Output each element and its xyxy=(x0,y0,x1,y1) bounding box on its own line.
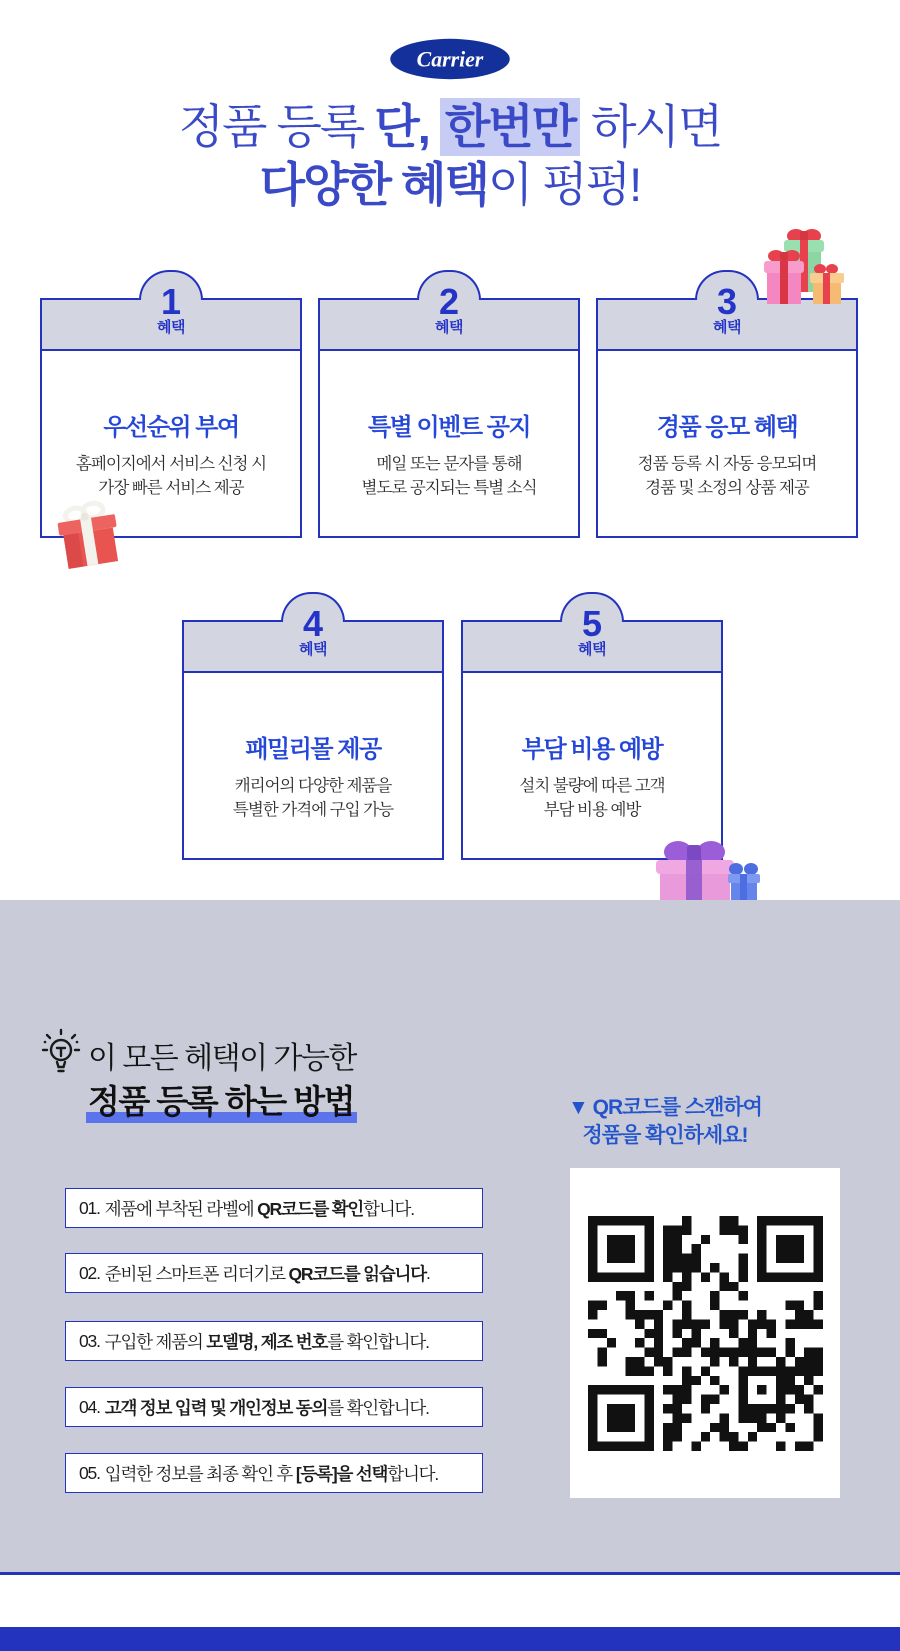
headline-normal3: 이 펑펑! xyxy=(487,158,641,211)
benefit-card-3 xyxy=(596,281,858,538)
benefit-desc: 설치 불량에 따른 고객 부담 비용 예방 xyxy=(519,777,665,819)
step-item-4: 04. 고객 정보 입력 및 개인정보 동의 를 확인합니다. xyxy=(65,1387,483,1427)
benefit-title: 우선순위 부여 xyxy=(103,414,239,441)
qr-caption-line2: 정품을 확인하세요! xyxy=(582,1124,748,1147)
benefit-number: 4 xyxy=(302,603,324,644)
method-title: 정품 등록 하는 방법 xyxy=(86,1076,357,1123)
benefit-number: 5 xyxy=(581,603,603,644)
benefit-tag: 혜택 xyxy=(713,319,741,336)
benefit-card-1-header xyxy=(42,281,300,351)
step-item-2: 02. 준비된 스마트폰 리더기로 QR코드를 읽습니다 . xyxy=(65,1253,483,1293)
benefit-card-4 xyxy=(182,603,444,860)
benefit-tag: 혜택 xyxy=(157,319,185,336)
benefit-desc: 홈페이지에서 서비스 신청 시 가장 빠른 서비스 제공 xyxy=(75,455,267,497)
step-item-5: 05. 입력한 정보를 최종 확인 후 [등록]을 선택 합니다. xyxy=(65,1453,483,1493)
qr-caption-line1: ▼ QR코드를 스캔하여 xyxy=(568,1096,762,1119)
headline-line2 xyxy=(0,156,900,214)
qr-code-pattern xyxy=(588,1216,823,1451)
benefit-title: 패밀리몰 제공 xyxy=(245,736,381,763)
benefit-card-2 xyxy=(318,281,580,538)
qr-caption xyxy=(540,1094,790,1150)
benefit-card-4-header xyxy=(184,603,442,673)
benefit-title: 특별 이벤트 공지 xyxy=(367,414,531,441)
gift-boxes-icon-purple xyxy=(648,800,760,900)
benefit-tag: 혜택 xyxy=(299,641,327,658)
carrier-logo-text: Carrier xyxy=(416,47,484,72)
benefit-desc: 정품 등록 시 자동 응모되며 경품 및 소정의 상품 제공 xyxy=(637,455,817,497)
step-item-1: 01. 제품에 부착된 라벨에 QR코드를 확인 합니다. xyxy=(65,1188,483,1228)
footer-bar xyxy=(0,1627,900,1651)
headline-highlight: 한번만 xyxy=(440,98,580,156)
method-intro: 이 모든 헤택이 가능한 xyxy=(88,1042,356,1075)
benefit-card-2-header xyxy=(320,281,578,351)
benefit-title: 부담 비용 예방 xyxy=(521,736,663,763)
headline-bold1: 단, xyxy=(374,100,440,153)
benefit-number: 3 xyxy=(716,281,738,322)
benefit-tag: 혜택 xyxy=(578,641,606,658)
qr-code xyxy=(570,1168,840,1498)
benefit-card-5-header xyxy=(463,603,721,673)
benefit-tag: 혜택 xyxy=(435,319,463,336)
headline-bold2: 다양한 혜택 xyxy=(259,158,488,211)
gift-box-icon-red xyxy=(47,494,136,579)
headline-normal1: 정품 등록 xyxy=(178,100,375,153)
headline xyxy=(0,98,900,214)
carrier-logo xyxy=(388,38,512,80)
benefit-desc: 메일 또는 문자를 통해 별도로 공지되는 특별 소식 xyxy=(361,455,537,497)
carrier-logo-oval xyxy=(388,38,512,80)
gift-boxes-icon-top-right xyxy=(762,224,846,306)
method-section xyxy=(0,900,900,1575)
benefit-desc: 캐리어의 다양한 제품을 특별한 가격에 구입 가능 xyxy=(232,777,394,819)
step-item-3: 03. 구입한 제품의 모델명, 제조 번호 를 확인합니다. xyxy=(65,1321,483,1361)
lightbulb-icon xyxy=(38,1026,84,1078)
benefit-title: 경품 응모 혜택 xyxy=(656,414,798,441)
headline-line1 xyxy=(0,98,900,156)
headline-normal2: 하시면 xyxy=(580,100,722,153)
benefit-number: 2 xyxy=(438,281,460,322)
benefit-number: 1 xyxy=(160,281,182,322)
